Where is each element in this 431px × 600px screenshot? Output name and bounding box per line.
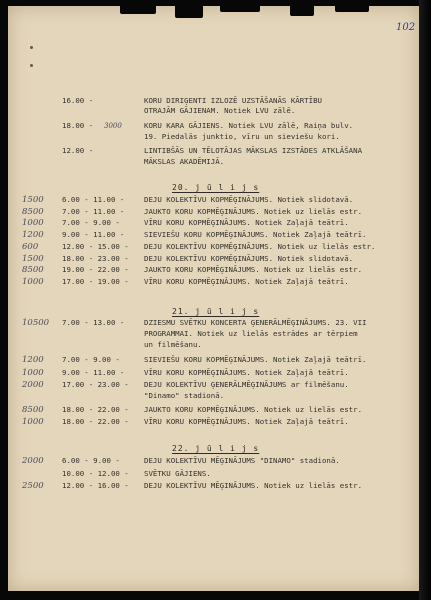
schedule-row bbox=[0, 242, 420, 252]
schedule-row bbox=[0, 417, 420, 427]
page-number: 102 bbox=[396, 22, 416, 33]
time-range: 10.00 - 12.00 - bbox=[62, 469, 129, 478]
time-range: 7.00 - 9.00 - bbox=[62, 218, 120, 228]
schedule-row bbox=[0, 106, 420, 116]
event-description: VĪRU KORU KOPMĒĢINĀJUMS. Notiek Zaļajā teātrī. bbox=[144, 368, 349, 377]
handwritten-count: 2000 bbox=[22, 456, 44, 466]
event-description: KORU KARA GĀJIENS. Notiek LVU zālē, Raiņa bulv. bbox=[144, 121, 354, 130]
event-description: "Dinamo" stadionā. bbox=[144, 391, 225, 400]
handwritten-count: 8500 bbox=[22, 265, 44, 276]
event-description: 19. Piedalās junktio, vīru un sieviešu kori. bbox=[144, 132, 340, 141]
event-description: OTRAJĀM GĀJIENAM. Notiek LVU zālē. bbox=[144, 106, 296, 115]
event-description: JAUKTO KORU KOPMĒĢINĀJUMS. Notiek uz lielās estr. bbox=[144, 405, 363, 414]
handwritten-count: 1000 bbox=[22, 417, 44, 427]
time-range: 7.00 - 9.00 - bbox=[62, 355, 120, 364]
time-range: 17.00 - 23.00 - bbox=[62, 380, 129, 389]
schedule-row bbox=[0, 254, 420, 264]
schedule-row bbox=[0, 277, 420, 287]
day-heading: 21. j ū l i j s bbox=[172, 307, 260, 316]
time-range: 18.00 - 23.00 - bbox=[62, 253, 129, 263]
schedule-row bbox=[0, 195, 420, 205]
time: 12.00 - bbox=[62, 146, 94, 155]
handwritten-count: 1000 bbox=[22, 276, 44, 287]
event-description: SVĒTKU GĀJIENS. bbox=[144, 469, 211, 478]
event-description: PROGRAMMAI. Notiek uz lielās estrādes ar tērpiem bbox=[144, 329, 358, 338]
time: 18.00 - bbox=[62, 121, 94, 130]
time-range: 12.00 - 15.00 - bbox=[62, 241, 129, 251]
event-description: KORU DIRIĢENTI IZLOZĒ UZSTĀŠANĀS KĀRTĪBU bbox=[144, 96, 322, 105]
handwritten-count: 1000 bbox=[22, 218, 44, 229]
schedule-row bbox=[0, 340, 420, 350]
event-description: VĪRU KORU KOPMĒĢINĀJUMS. Notiek Zaļajā teātrī. bbox=[144, 417, 349, 426]
schedule-row bbox=[0, 456, 420, 466]
event-description: DEJU KOLEKTĪVU KOPMĒĢINĀJUMS. Notiek uz lielās estr. bbox=[144, 241, 376, 251]
schedule-row bbox=[0, 265, 420, 275]
event-description: MĀKSLAS AKADĒMIJĀ. bbox=[144, 157, 225, 166]
event-description: LINTIBŠĀS UN TĒLOTĀJAS MĀKSLAS IZSTĀDES ATKLĀŠANA bbox=[144, 146, 363, 155]
torn-edge bbox=[175, 0, 203, 18]
event-description: DEJU KOLEKTĪVU ĢENERĀLMĒĢINĀJUMS ar filmēšanu. bbox=[144, 380, 349, 389]
schedule-row bbox=[0, 380, 420, 390]
punch-hole bbox=[30, 46, 33, 49]
torn-edge bbox=[220, 0, 260, 12]
time-range: 18.00 - 22.00 - bbox=[62, 405, 129, 414]
schedule-row bbox=[0, 329, 420, 339]
time-range: 7.00 - 13.00 - bbox=[62, 318, 125, 327]
handwritten-count: 600 bbox=[22, 241, 39, 252]
handwritten-count: 1200 bbox=[22, 355, 44, 365]
event-description: un filmēšanu. bbox=[144, 340, 202, 349]
time-range: 6.00 - 9.00 - bbox=[62, 456, 120, 465]
handwritten-count: 1000 bbox=[22, 368, 44, 378]
day-heading: 20. j ū l i j s bbox=[172, 183, 260, 192]
event-description: JAUKTO KORU KOPMĒĢINĀJUMS. Notiek uz lielās estr. bbox=[144, 206, 363, 216]
schedule-row bbox=[0, 405, 420, 415]
schedule-row bbox=[0, 355, 420, 365]
schedule-row bbox=[0, 218, 420, 228]
time-range: 9.00 - 11.00 - bbox=[62, 230, 125, 240]
punch-hole bbox=[30, 64, 33, 67]
time: 16.00 - bbox=[62, 96, 94, 105]
handwritten-count: 1500 bbox=[22, 195, 44, 205]
event-description: SIEVIEŠU KORU KOPMĒĢINĀJUMS. Notiek Zaļajā teātrī. bbox=[144, 355, 367, 364]
handwritten-count: 2000 bbox=[22, 380, 44, 390]
handwritten-count: 8500 bbox=[22, 405, 44, 415]
schedule-row bbox=[0, 318, 420, 328]
event-description: DZIESMU SVĒTKU KONCERTA ĢENERĀLMĒĢINĀJUMS. 23. VII bbox=[144, 318, 367, 327]
handwritten-count: 3000 bbox=[104, 122, 122, 130]
handwritten-count: 8500 bbox=[22, 206, 44, 217]
schedule-row bbox=[0, 230, 420, 240]
event-description: DEJU KOLEKTĪVU MĒĢINĀJUMS. Notiek uz lielās estr. bbox=[144, 481, 363, 490]
event-description: VĪRU KORU KOPMĒĢINĀJUMS. Notiek Zaļajā teātrī. bbox=[144, 218, 349, 228]
schedule-row bbox=[0, 207, 420, 217]
event-description: DEJU KOLEKTĪVU MĒĢINĀJUMS "DINAMO" stadionā. bbox=[144, 456, 340, 465]
time-range: 7.00 - 11.00 - bbox=[62, 206, 125, 216]
schedule-row bbox=[0, 391, 420, 401]
time-range: 9.00 - 11.00 - bbox=[62, 368, 125, 377]
schedule-row bbox=[0, 469, 420, 479]
time-range: 6.00 - 11.00 - bbox=[62, 195, 125, 204]
schedule-row bbox=[0, 96, 420, 106]
day-heading: 22. j ū l i j s bbox=[172, 444, 260, 453]
time-range: 19.00 - 22.00 - bbox=[62, 265, 129, 275]
handwritten-count: 1200 bbox=[22, 230, 44, 241]
schedule-row bbox=[0, 481, 420, 491]
schedule-row bbox=[0, 121, 420, 131]
time-range: 18.00 - 22.00 - bbox=[62, 417, 129, 426]
event-description: VĪRU KORU KOPMĒĢINĀJUMS. Notiek Zaļajā teātrī. bbox=[144, 276, 349, 286]
scan-border bbox=[419, 0, 431, 600]
handwritten-count: 1500 bbox=[22, 253, 44, 264]
event-description: DEJU KOLEKTĪVU KOPMĒĢINĀJUMS. Notiek slidotavā. bbox=[144, 195, 354, 204]
event-description: JAUKTO KORU KOPMĒĢINĀJUMS. Notiek uz lielās estr. bbox=[144, 265, 363, 275]
event-description: DEJU KOLEKTĪVU KOPMĒĢINĀJUMS. Notiek slidotavā. bbox=[144, 253, 354, 263]
torn-edge bbox=[120, 0, 156, 14]
time-range: 17.00 - 19.00 - bbox=[62, 276, 129, 286]
handwritten-count: 2500 bbox=[22, 481, 44, 491]
time-range: 12.00 - 16.00 - bbox=[62, 481, 129, 490]
document-page bbox=[8, 6, 419, 591]
schedule-row bbox=[0, 146, 420, 156]
torn-edge bbox=[335, 0, 369, 12]
schedule-row bbox=[0, 132, 420, 142]
event-description: SIEVIEŠU KORU KOPMĒĢINĀJUMS. Notiek Zaļajā teātrī. bbox=[144, 230, 367, 240]
schedule-row bbox=[0, 368, 420, 378]
handwritten-count: 10500 bbox=[22, 318, 50, 328]
schedule-row bbox=[0, 157, 420, 167]
torn-edge bbox=[290, 0, 314, 16]
